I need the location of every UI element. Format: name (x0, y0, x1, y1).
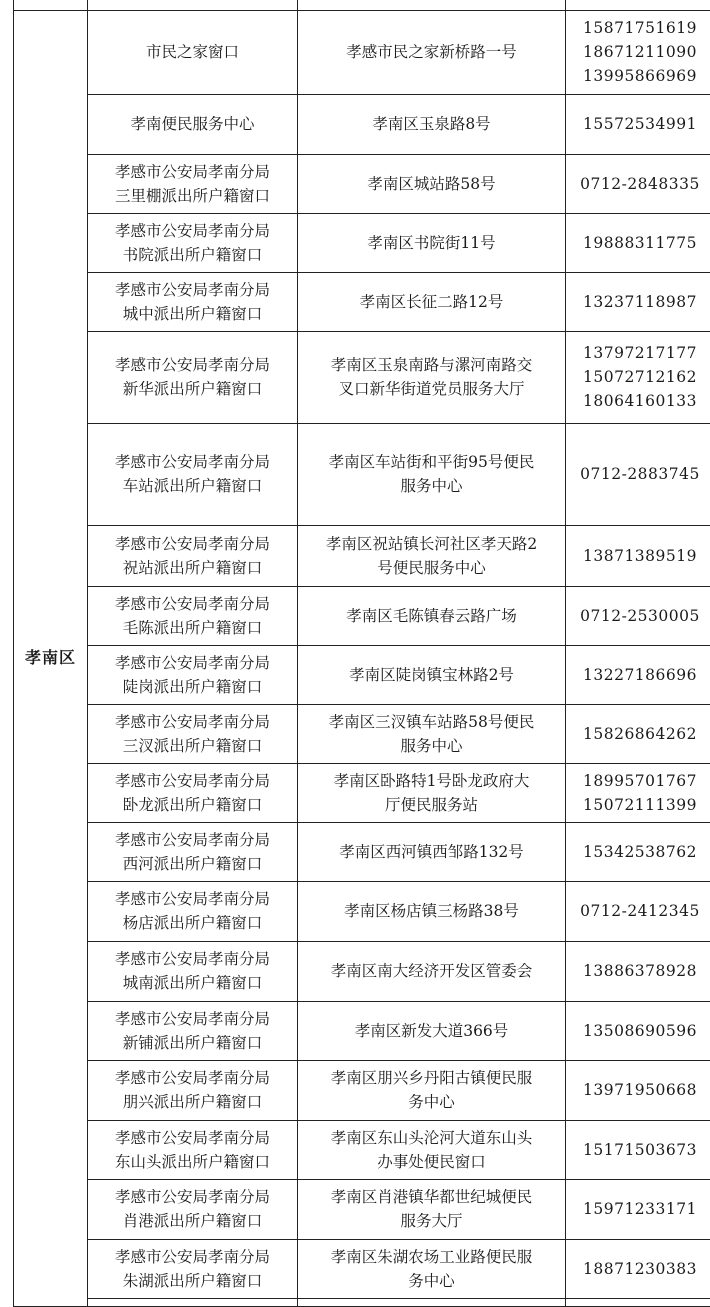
table-row (14, 1179, 710, 1239)
table-row (14, 94, 710, 154)
phone-line: 13237118987 (583, 292, 697, 311)
table-row (14, 763, 710, 822)
phone-line: 18995701767 (583, 771, 697, 790)
office-name-line: 孝感市公安局孝南分局 (114, 1128, 270, 1147)
office-name-line: 孝感市公安局孝南分局 (114, 653, 270, 672)
office-name-line: 朋兴派出所户籍窗口 (122, 1093, 263, 1111)
address-line: 服务中心 (400, 477, 463, 495)
address-line: 孝南区杨店镇三杨路38号 (344, 902, 519, 920)
office-name-cell (88, 881, 298, 941)
address-cell (298, 645, 566, 704)
office-name-line: 孝感市公安局孝南分局 (114, 1009, 270, 1028)
office-name-line: 孝感市公安局孝南分局 (114, 1247, 270, 1266)
phone-line: 15342538762 (583, 842, 697, 861)
table-body (14, 0, 710, 1306)
table-row (14, 154, 710, 213)
table-row (14, 881, 710, 941)
office-name-line: 孝感市公安局孝南分局 (114, 1069, 270, 1087)
address-line: 孝南区毛陈镇春云路广场 (346, 606, 517, 625)
office-name-line: 孝南便民服务中心 (130, 115, 255, 133)
office-name-cell (88, 331, 298, 423)
table-row (14, 704, 710, 763)
address-cell (298, 941, 566, 1001)
table-row (14, 331, 710, 423)
address-line: 孝南区长征二路12号 (359, 292, 504, 311)
office-name-cell (88, 525, 298, 586)
office-name-line: 市民之家窗口 (145, 43, 239, 61)
office-name-line: 孝感市公安局孝南分局 (114, 712, 270, 731)
office-name-line: 陡岗派出所户籍窗口 (122, 677, 263, 696)
phone-line: 15871751619 (583, 19, 697, 37)
office-name-cell (88, 586, 298, 645)
phone-line: 13886378928 (583, 962, 697, 980)
office-name-cell (88, 1239, 298, 1298)
address-cell (298, 94, 566, 154)
table-row (14, 822, 710, 881)
address-line: 孝南区玉泉南路与漯河南路交 (330, 356, 533, 374)
office-name-line: 新铺派出所户籍窗口 (122, 1033, 263, 1052)
address-cell (298, 1179, 566, 1239)
phone-cell (566, 586, 710, 645)
table-row (14, 10, 710, 94)
office-name-line: 卧龙派出所户籍窗口 (122, 795, 263, 814)
address-cell (298, 881, 566, 941)
table-row (14, 272, 710, 331)
office-name-line: 城南派出所户籍窗口 (122, 974, 263, 992)
table-top-stub-row (14, 0, 710, 10)
phone-cell (566, 1239, 710, 1298)
table-row (14, 941, 710, 1001)
office-name-line: 孝感市公安局孝南分局 (114, 280, 270, 299)
table-row (14, 423, 710, 525)
office-name-line: 车站派出所户籍窗口 (122, 477, 263, 495)
address-line: 孝南区车站街和平街95号便民 (328, 453, 535, 471)
office-name-line: 孝感市公安局孝南分局 (114, 950, 270, 968)
address-cell (298, 1001, 566, 1060)
contact-table (13, 0, 710, 1307)
district-cell: 孝南区 (14, 10, 88, 1306)
address-cell (298, 704, 566, 763)
office-name-cell (88, 1060, 298, 1120)
phone-line: 15072111399 (583, 795, 697, 814)
office-name-line: 三里棚派出所户籍窗口 (114, 186, 270, 205)
phone-cell (566, 213, 710, 272)
address-line: 厅便民服务站 (384, 795, 478, 814)
phone-cell (566, 941, 710, 1001)
phone-cell (566, 1001, 710, 1060)
office-name-line: 孝感市公安局孝南分局 (114, 453, 270, 471)
phone-line: 18871230383 (583, 1259, 697, 1278)
address-line: 孝南区卧路特1号卧龙政府大 (333, 771, 530, 790)
phone-line: 15971233171 (583, 1200, 697, 1218)
phone-cell (566, 331, 710, 423)
address-line: 孝南区肖港镇华都世纪城便民 (330, 1188, 533, 1206)
address-cell (298, 10, 566, 94)
table-row (14, 1060, 710, 1120)
address-line: 务中心 (408, 1271, 455, 1290)
address-line: 孝南区祝站镇长河社区孝天路2 (325, 534, 538, 553)
phone-line: 13995866969 (583, 67, 697, 85)
address-line: 孝南区城站路58号 (367, 174, 496, 193)
office-name-line: 孝感市公安局孝南分局 (114, 771, 270, 790)
phone-cell (566, 881, 710, 941)
table-row (14, 213, 710, 272)
address-cell (298, 1120, 566, 1179)
phone-line: 13871389519 (583, 546, 697, 565)
office-name-line: 杨店派出所户籍窗口 (122, 914, 263, 932)
phone-cell (566, 154, 710, 213)
phone-line: 15072712162 (583, 368, 697, 386)
address-line: 孝南区朱湖农场工业路便民服 (330, 1247, 533, 1266)
phone-line: 19888311775 (583, 233, 697, 252)
phone-cell (566, 525, 710, 586)
phone-line: 18064160133 (583, 392, 697, 410)
phone-cell (566, 272, 710, 331)
office-name-line: 新华派出所户籍窗口 (122, 380, 263, 398)
address-cell (298, 586, 566, 645)
office-name-line: 孝感市公安局孝南分局 (114, 594, 270, 613)
address-cell (298, 763, 566, 822)
office-name-line: 孝感市公安局孝南分局 (114, 830, 270, 849)
phone-line: 13797217177 (583, 344, 697, 362)
office-name-line: 祝站派出所户籍窗口 (122, 558, 263, 577)
address-cell (298, 1239, 566, 1298)
office-name-line: 孝感市公安局孝南分局 (114, 221, 270, 240)
address-line: 孝南区三汊镇车站路58号便民 (328, 712, 535, 731)
address-cell (298, 154, 566, 213)
office-name-cell (88, 1120, 298, 1179)
phone-cell (566, 645, 710, 704)
table-bottom-stub-row (14, 1298, 710, 1306)
phone-cell (566, 94, 710, 154)
address-line: 孝感市民之家新桥路一号 (346, 43, 517, 61)
office-name-cell (88, 10, 298, 94)
office-name-line: 孝感市公安局孝南分局 (114, 162, 270, 181)
office-name-line: 肖港派出所户籍窗口 (122, 1212, 263, 1230)
office-name-cell (88, 154, 298, 213)
office-name-cell (88, 822, 298, 881)
address-cell (298, 822, 566, 881)
address-cell (298, 525, 566, 586)
phone-cell (566, 1179, 710, 1239)
phone-cell (566, 704, 710, 763)
table-row (14, 1239, 710, 1298)
office-name-cell (88, 1179, 298, 1239)
office-name-line: 朱湖派出所户籍窗口 (122, 1271, 263, 1290)
table-row (14, 525, 710, 586)
phone-line: 18671211090 (583, 43, 697, 61)
address-cell (298, 423, 566, 525)
table-row (14, 645, 710, 704)
office-name-cell (88, 645, 298, 704)
office-name-line: 孝感市公安局孝南分局 (114, 534, 270, 553)
phone-line: 15826864262 (583, 724, 697, 743)
phone-cell (566, 1060, 710, 1120)
phone-cell (566, 822, 710, 881)
office-name-cell (88, 423, 298, 525)
table-row (14, 586, 710, 645)
phone-cell (566, 1120, 710, 1179)
phone-line: 15572534991 (583, 115, 697, 133)
office-name-line: 孝感市公安局孝南分局 (114, 890, 270, 908)
address-line: 叉口新华街道党员服务大厅 (338, 380, 525, 398)
table-row (14, 1120, 710, 1179)
phone-cell (566, 10, 710, 94)
address-line: 孝南区南大经济开发区管委会 (330, 962, 533, 980)
address-line: 办事处便民窗口 (377, 1152, 486, 1171)
phone-line: 13508690596 (583, 1021, 697, 1040)
address-cell (298, 213, 566, 272)
phone-line: 0712-2848335 (580, 174, 700, 193)
address-cell (298, 272, 566, 331)
office-name-cell (88, 704, 298, 763)
office-name-cell (88, 272, 298, 331)
address-cell (298, 1060, 566, 1120)
office-name-cell (88, 94, 298, 154)
address-line: 孝南区朋兴乡丹阳古镇便民服 (330, 1069, 533, 1087)
office-name-cell (88, 763, 298, 822)
phone-line: 0712-2530005 (580, 606, 700, 625)
address-line: 孝南区新发大道366号 (354, 1021, 509, 1040)
address-line: 孝南区陡岗镇宝林路2号 (349, 665, 514, 684)
office-name-line: 书院派出所户籍窗口 (122, 245, 263, 264)
phone-cell (566, 423, 710, 525)
phone-line: 15171503673 (583, 1140, 697, 1159)
address-line: 孝南区玉泉路8号 (372, 115, 491, 133)
phone-line: 13971950668 (583, 1081, 697, 1099)
address-line: 务中心 (408, 1093, 455, 1111)
address-line: 号便民服务中心 (377, 558, 486, 577)
phone-line: 13227186696 (583, 665, 697, 684)
phone-line: 0712-2883745 (580, 465, 700, 483)
table-row (14, 1001, 710, 1060)
address-line: 孝南区东山头沦河大道东山头 (330, 1128, 533, 1147)
office-name-line: 毛陈派出所户籍窗口 (122, 618, 263, 637)
phone-line: 0712-2412345 (580, 902, 700, 920)
address-line: 孝南区西河镇西邹路132号 (339, 842, 524, 861)
office-name-line: 西河派出所户籍窗口 (122, 854, 263, 873)
office-name-line: 三汊派出所户籍窗口 (122, 736, 263, 755)
office-name-line: 东山头派出所户籍窗口 (114, 1152, 270, 1171)
office-name-line: 城中派出所户籍窗口 (122, 304, 263, 323)
address-cell (298, 331, 566, 423)
phone-cell (566, 763, 710, 822)
office-name-cell (88, 213, 298, 272)
office-name-cell (88, 1001, 298, 1060)
address-line: 孝南区书院街11号 (367, 233, 496, 252)
address-line: 服务大厅 (400, 1212, 463, 1230)
address-line: 服务中心 (400, 736, 463, 755)
office-name-line: 孝感市公安局孝南分局 (114, 1188, 270, 1206)
office-name-line: 孝感市公安局孝南分局 (114, 356, 270, 374)
office-name-cell (88, 941, 298, 1001)
